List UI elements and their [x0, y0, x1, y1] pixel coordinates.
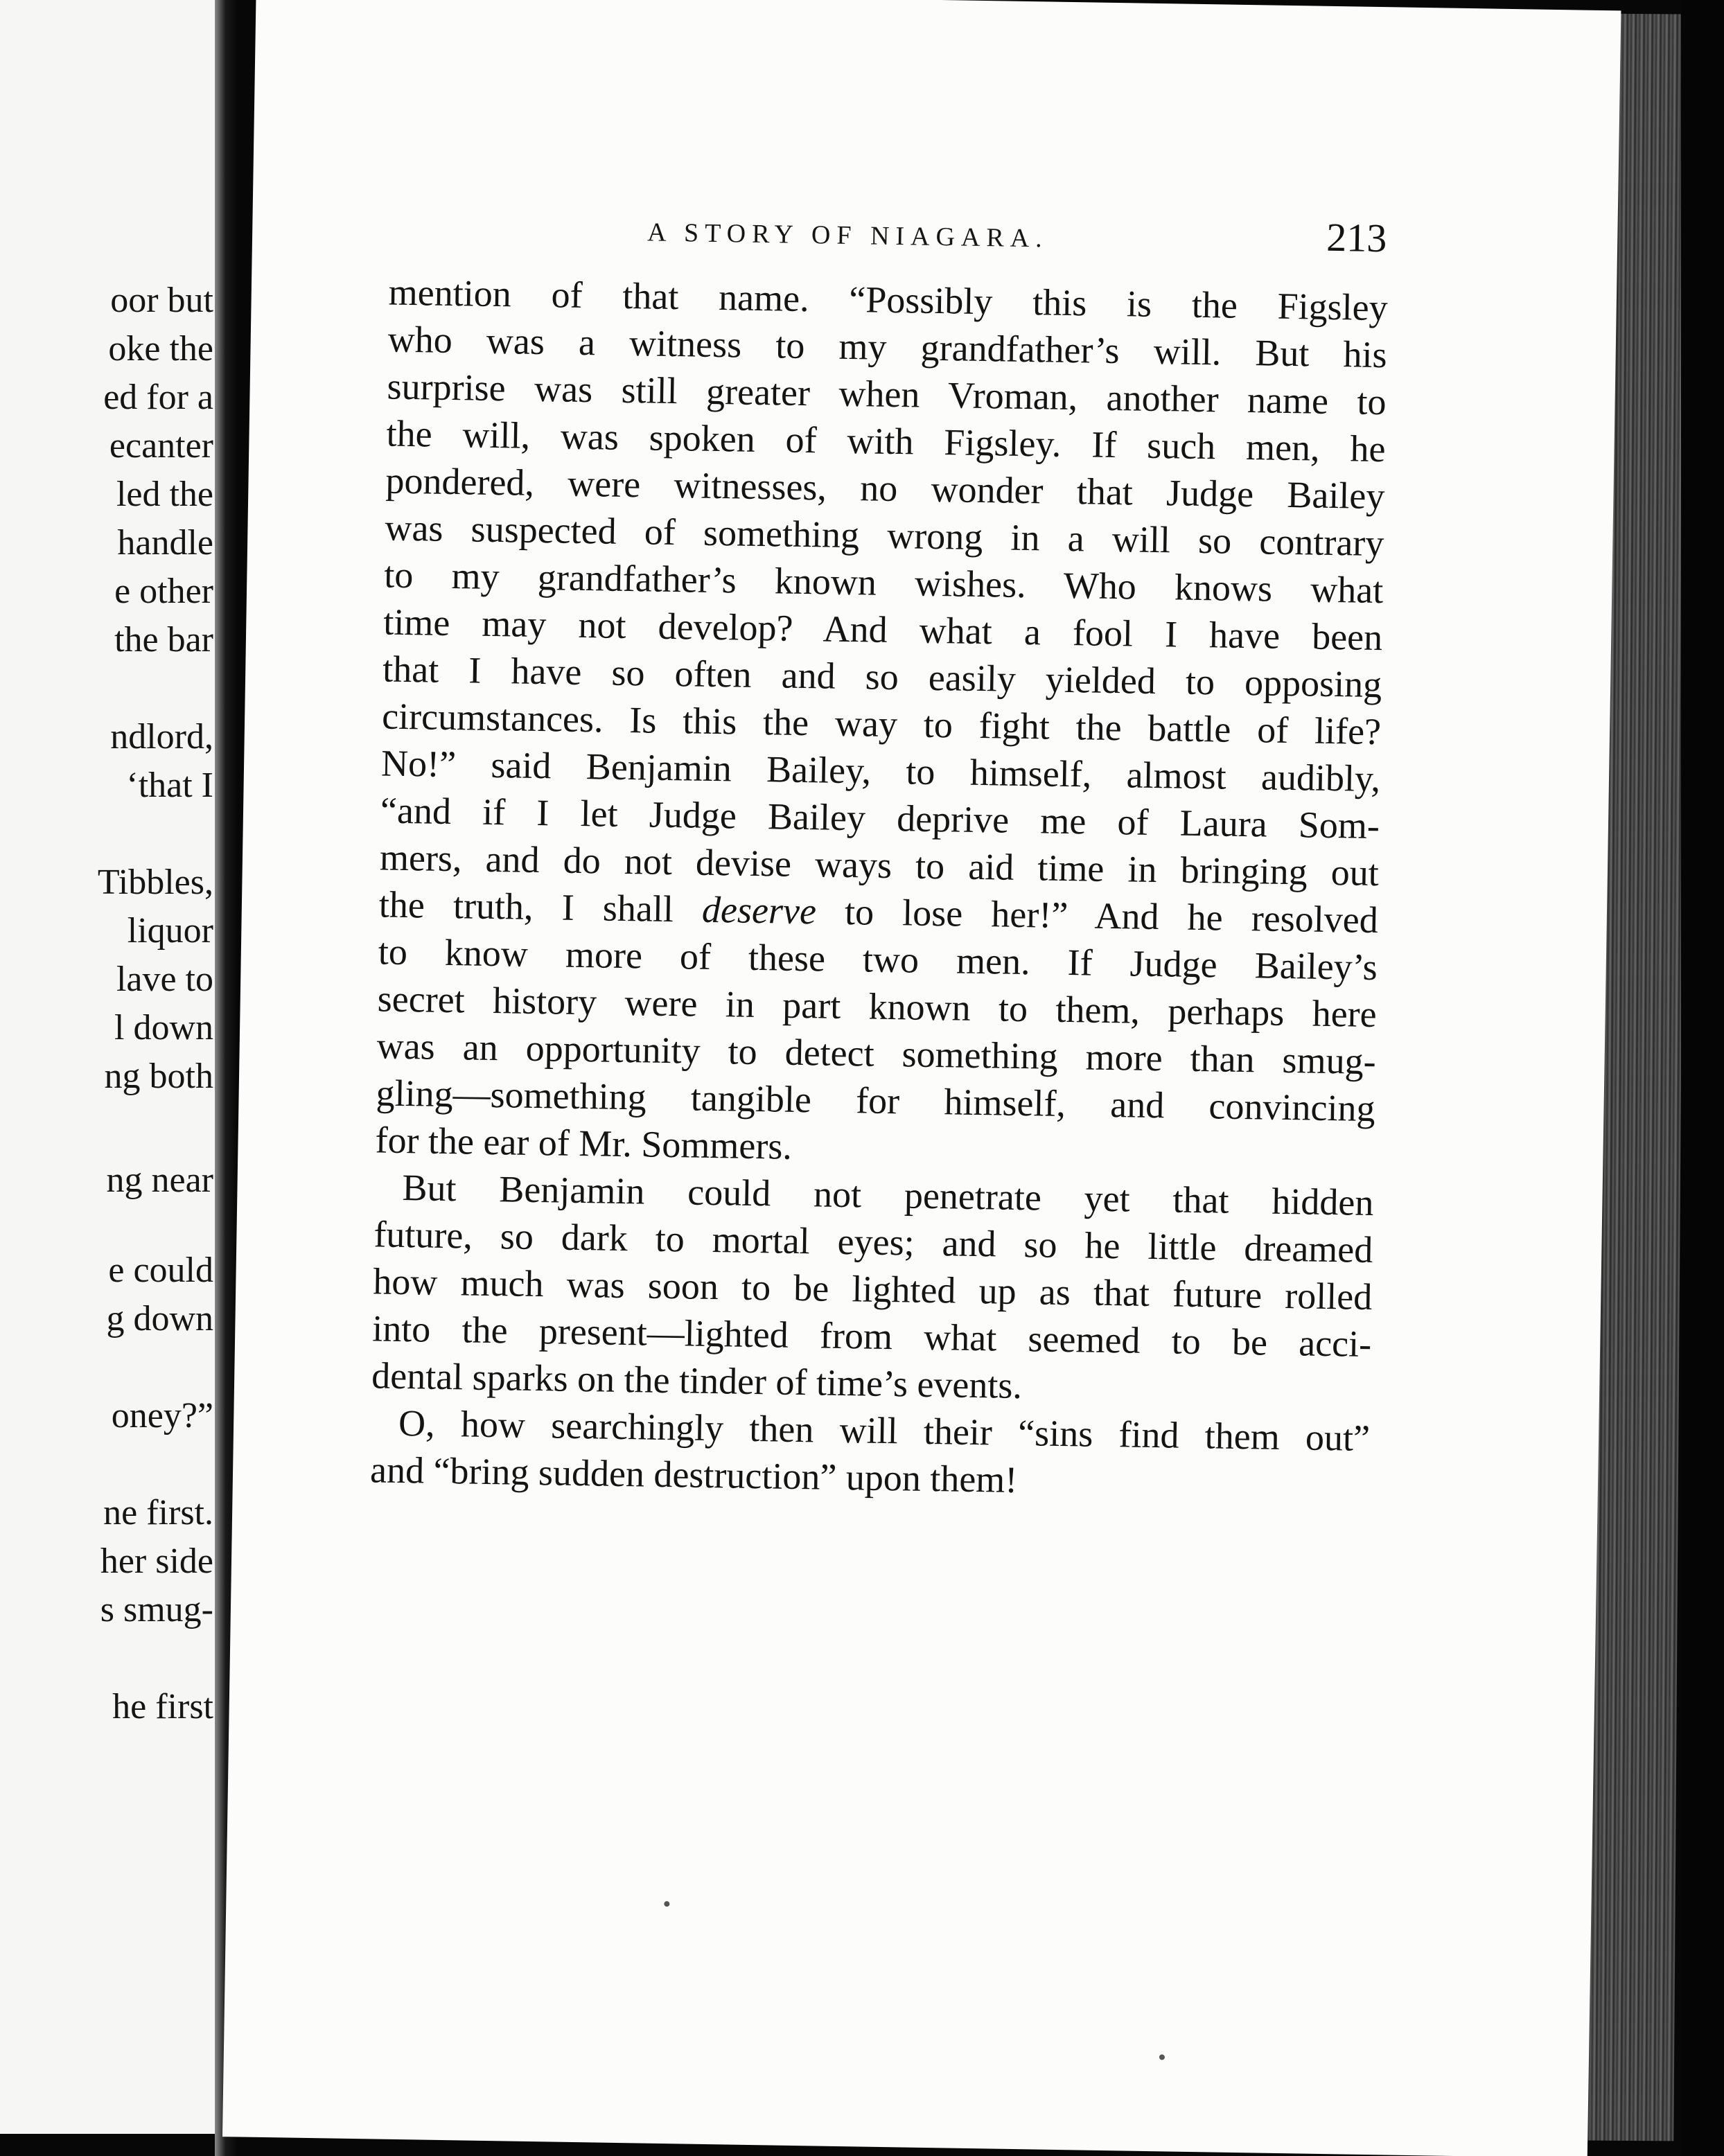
- left-page-line: ne first.: [103, 1493, 213, 1532]
- left-page-line: led the: [116, 475, 213, 514]
- left-page-line: liquor: [127, 911, 213, 951]
- left-page-line: oke the: [108, 329, 213, 369]
- text-line: that I have so often and so easily yielded to opposing: [382, 648, 1382, 706]
- left-page-line: ng near: [106, 1160, 213, 1200]
- left-page-line: her side: [100, 1541, 213, 1581]
- text-line: and “bring sudden destruction” upon them!: [369, 1449, 1018, 1501]
- text-line: future, so dark to mortal eyes; and so he little dreamed: [373, 1213, 1373, 1271]
- left-page-line: oney?”: [111, 1396, 213, 1435]
- left-page-line: lave to: [116, 960, 213, 999]
- page-number: 213: [1326, 214, 1387, 261]
- left-page-line: he first: [112, 1687, 213, 1726]
- text-segment: to lose her!” And he resolved: [816, 890, 1379, 942]
- left-page-line: ng both: [104, 1057, 213, 1096]
- left-page-line: e other: [114, 572, 213, 611]
- text-line: dental sparks on the tinder of time’s events.: [371, 1354, 1023, 1407]
- left-page-line: the bar: [114, 620, 213, 660]
- left-page-line: oor but: [110, 281, 213, 320]
- text-line: into the present—lighted from what seemed to be acci-: [371, 1307, 1372, 1365]
- text-line: the will, was spoken of with Figsley. If such men, he: [386, 412, 1386, 470]
- text-segment: the truth, I shall: [378, 883, 703, 930]
- text-line: gling—something tangible for himself, and convincing: [376, 1072, 1375, 1130]
- body-text: [370, 269, 1389, 1509]
- text-line: surprise was still greater when Vroman, another name to: [387, 365, 1387, 423]
- left-page-line: handle: [117, 523, 213, 563]
- left-page-line: e could: [108, 1251, 213, 1290]
- scan-background-edge: [1681, 0, 1724, 2156]
- left-page-line: Tibbles,: [97, 863, 213, 902]
- text-line: who was a witness to my grandfather’s will. But his: [387, 318, 1388, 376]
- text-line: was an opportunity to detect something more than smug-: [376, 1025, 1377, 1083]
- paper-speck: [664, 1901, 669, 1907]
- left-page-line: ndlord,: [110, 717, 213, 757]
- text-line: was suspected of something wrong in a will so contrary: [385, 506, 1384, 565]
- text-line: But Benjamin could not penetrate yet that hidden: [402, 1167, 1374, 1224]
- text-line: mers, and do not devise ways to aid time in bringing out: [379, 836, 1380, 894]
- text-line: mention of that name. “Possibly this is the Figsley: [388, 271, 1389, 329]
- left-page-line: ecanter: [109, 426, 213, 466]
- text-line: O, how searchingly then will their “sins find them out”: [398, 1402, 1371, 1459]
- text-line: pondered, were witnesses, no wonder that Judge Bailey: [385, 459, 1385, 518]
- left-page-line: s smug-: [100, 1590, 213, 1629]
- left-page-line: l down: [114, 1008, 213, 1048]
- text-line: for the ear of Mr. Sommers.: [375, 1119, 793, 1167]
- text-line: how much was soon to be lighted up as that future rolled: [372, 1260, 1373, 1318]
- text-line: secret history were in part known to them, perhaps here: [377, 978, 1378, 1036]
- paper-speck: [1159, 2054, 1165, 2060]
- left-page-fragment: [0, 0, 220, 2134]
- running-head: A STORY OF NIAGARA.: [646, 218, 1049, 254]
- text-line: time may not develop? And what a fool I have been: [382, 601, 1383, 659]
- left-page-line: g down: [106, 1299, 213, 1338]
- text-line: No!” said Benjamin Bailey, to himself, almost audibly,: [380, 742, 1381, 800]
- text-line: to my grandfather’s known wishes. Who knows what: [383, 554, 1384, 612]
- text-line: to know more of these two men. If Judge Bailey’s: [378, 930, 1378, 989]
- left-page-line: ed for a: [103, 378, 213, 417]
- text-line: “and if I let Judge Bailey deprive me of Laura Som-: [380, 789, 1380, 847]
- text-line: circumstances. Is this the way to fight the battle of life?: [381, 695, 1382, 753]
- emphasized-word: deserve: [701, 888, 817, 933]
- main-page: [222, 0, 1621, 2156]
- left-page-line: ‘that I: [126, 766, 213, 805]
